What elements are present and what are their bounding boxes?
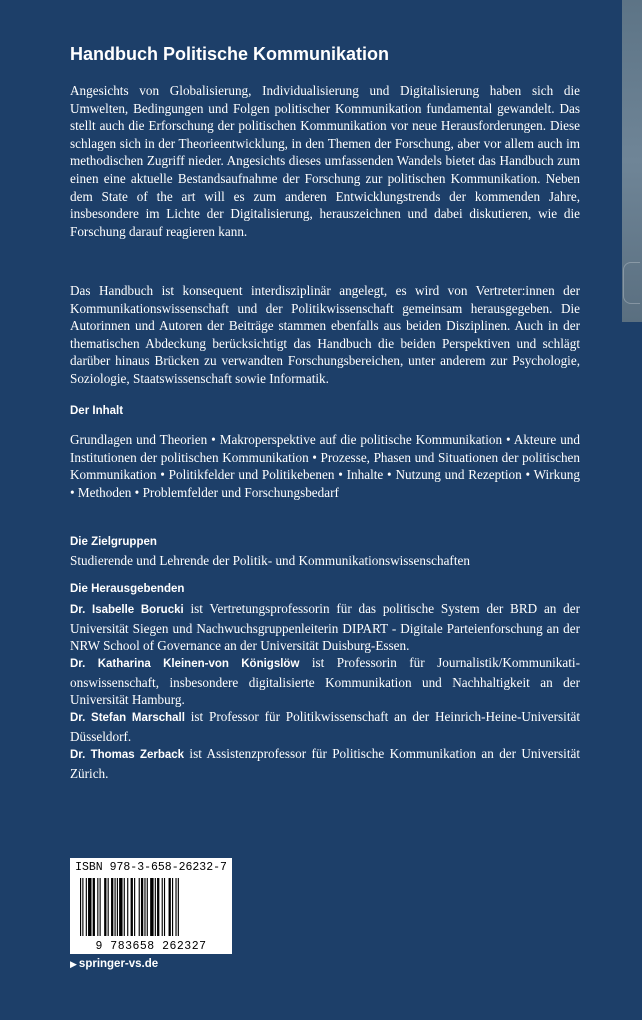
barcode-bar bbox=[178, 878, 179, 936]
barcode-bar bbox=[157, 878, 159, 936]
editor-bio: ist Professorin für Journalistik/Kommunikationswissenschaft, insbesondere digitalisierte Kommunikation und Nachhaltigkeit an der Universität Hamburg. bbox=[70, 655, 580, 708]
intro-paragraph-2: Das Handbuch ist konsequent interdisziplinär angelegt, es wird von Vertreter:innen der Kommunikationswissenschaft und der Politikwissenschaft gemeinsam herausgegeben. Die Autorinnen und Autoren der Beiträge stammen ebenfalls aus beiden Disziplinen. Auch in der thematischen Abdeckung berücksichtigt das Handbuch die beiden Perspektiven und schlägt darüber hinaus Brücken zu verwandten Forschungsbereichen, unter anderem zur Psychologie, Soziologie, Staatswissenschaft sowie Informatik. bbox=[70, 283, 580, 386]
editor-name: Dr. Thomas Zerback bbox=[70, 749, 185, 761]
editor-entry bbox=[70, 745, 580, 782]
inhalt-heading: Der Inhalt bbox=[70, 405, 124, 417]
editor-entry bbox=[70, 600, 580, 655]
editor-name: Dr. Katharina Kleinen-von Königslöw bbox=[70, 658, 300, 670]
zielgruppen-heading: Die Zielgruppen bbox=[70, 536, 157, 548]
barcode-bar bbox=[155, 878, 156, 936]
barcode-bar bbox=[108, 878, 109, 936]
editor-name: Dr. Isabelle Borucki bbox=[70, 604, 184, 616]
intro-paragraph-1: Angesichts von Globalisierung, Individualisierung und Digitalisierung haben sich die Umwelten, Bedingungen und Folgen politischer Kommunikation fundamental gewandelt. Das stellt auch die Erforschung der politischen Kommunikation vor neue Herausforderungen. Diese schlagen sich in der Theorieentwicklung, in den Themen der Forschung, aber vor allem auch im methodischen Zugriff nieder. Angesichts dieses umfassenden Wandels bietet das Handbuch zum einen eine aktuelle Bestandsaufnahme der Forschung zur politischen Kommunikation. Neben dem State of the art will es zum anderen Entwicklungstrends der kommenden Jahre, insbesondere im Lichte der Digitalisierung, herauszeichnen und dabei diskutieren, wie die Forschung darauf reagieren kann. bbox=[70, 83, 580, 239]
barcode-bar bbox=[80, 878, 81, 936]
herausgebende-heading: Die Herausgebenden bbox=[70, 583, 185, 595]
barcode-bar bbox=[164, 878, 165, 936]
barcode-bar bbox=[124, 878, 125, 936]
barcode-bar bbox=[93, 878, 95, 936]
barcode-bar bbox=[134, 878, 135, 936]
barcode-bar bbox=[172, 878, 173, 936]
barcode-bar bbox=[82, 878, 83, 936]
book-title: Handbuch Politische Kommunikation bbox=[70, 44, 390, 64]
barcode-bar bbox=[162, 878, 163, 936]
publisher-link[interactable] bbox=[70, 958, 158, 970]
barcode-bar bbox=[144, 878, 145, 936]
spine-decoration bbox=[623, 262, 640, 304]
inhalt-text: Grundlagen und Theorien • Makroperspektive auf die politische Kommunikation • Akteure und Institutionen der politischen Kommunikation • Prozesse, Phasen und Situationen der politischen Kommunikation • Politikfelder und Politikebenen • Inhalte • Nutzung und Rezeption • Wirkung • Methoden • Problemfelder und Forschungsbedarf bbox=[70, 432, 580, 500]
barcode-bars bbox=[78, 878, 224, 936]
barcode-bar bbox=[117, 878, 118, 936]
barcode-bar bbox=[97, 878, 98, 936]
barcode-bar bbox=[169, 878, 171, 936]
editor-entry bbox=[70, 708, 580, 745]
editor-bio: ist Vertretungsprofessorin für das politische System der BRD an der Universität Siegen und Nachwuchsgruppenleiterin DIPART - Digitale Parteienforschung an der NRW School of Governance an der Universität Duisburg-Essen. bbox=[70, 601, 580, 654]
isbn-label: ISBN 978-3-658-26232-7 bbox=[75, 861, 227, 874]
barcode-bar bbox=[115, 878, 116, 936]
barcode-bar bbox=[104, 878, 106, 936]
barcode-bar bbox=[139, 878, 140, 936]
barcode-bar bbox=[100, 878, 101, 936]
barcode-bar bbox=[127, 878, 128, 936]
play-arrow-icon: ▶ bbox=[70, 959, 77, 969]
editor-name: Dr. Stefan Marschall bbox=[70, 712, 185, 724]
barcode-bar bbox=[131, 878, 133, 936]
barcode-bar bbox=[88, 878, 91, 936]
editor-bio: ist Assistenzprofessor für Politische Kommunikation an der Universität Zürich. bbox=[70, 746, 580, 781]
barcode-bar bbox=[175, 878, 176, 936]
editor-bio: ist Professor für Politikwissenschaft an der Heinrich-Heine-Universität Düsseldorf. bbox=[70, 709, 580, 744]
isbn-digits: 9 783658 262327 bbox=[95, 940, 207, 953]
publisher-url: springer-vs.de bbox=[78, 958, 159, 970]
barcode-bar bbox=[141, 878, 143, 936]
barcode-bar bbox=[86, 878, 87, 936]
barcode-bar bbox=[147, 878, 148, 936]
spine-edge bbox=[622, 0, 642, 322]
zielgruppen-text: Studierende und Lehrende der Politik- und Kommunikationswissenschaften bbox=[70, 553, 470, 568]
editor-entry bbox=[70, 654, 580, 709]
barcode-bar bbox=[111, 878, 113, 936]
isbn-barcode bbox=[70, 858, 232, 954]
barcode-bar bbox=[119, 878, 122, 936]
barcode-bar bbox=[150, 878, 153, 936]
